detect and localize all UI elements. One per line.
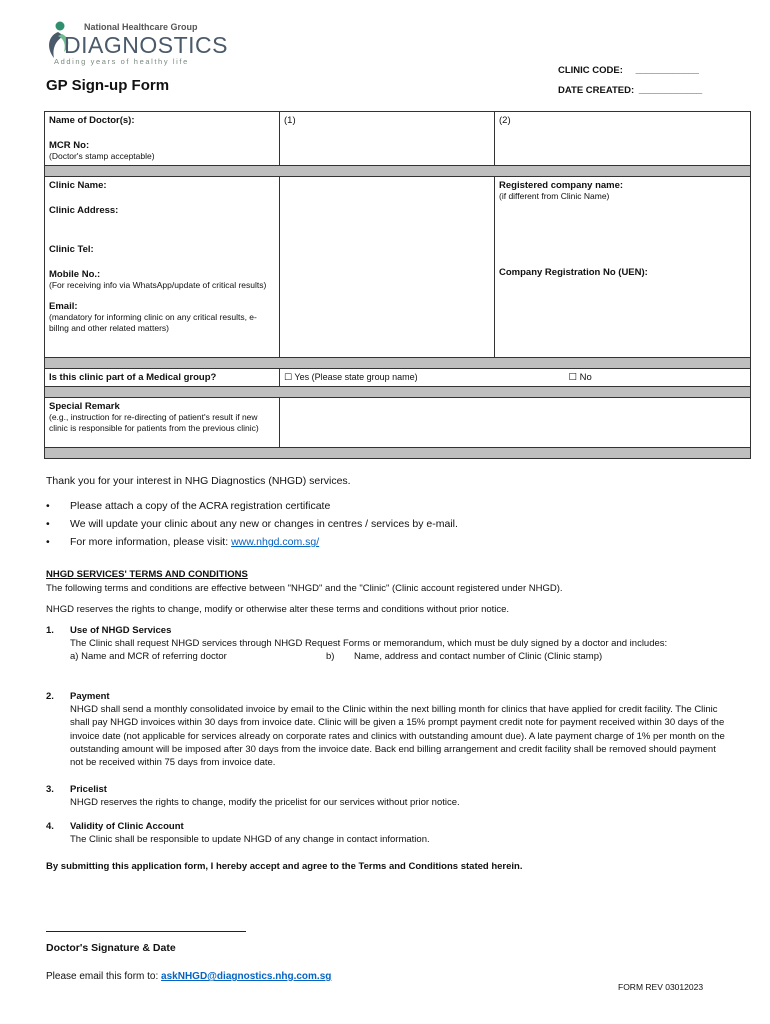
logo-brand: DIAGNOSTICS [64, 32, 228, 58]
signature-label: Doctor's Signature & Date [46, 942, 176, 954]
medical-group-options [280, 369, 751, 387]
clinic-code-row [558, 65, 699, 76]
clinic-label-cell [45, 177, 280, 358]
email-instruction [46, 970, 331, 983]
email-link[interactable]: askNHGD@diagnostics.nhg.com.sg [161, 971, 332, 982]
remark-label: Special Remark [49, 401, 120, 412]
section-text: NHGD shall send a monthly consolidated invoice by email to the Clinic within the next billing month for clinics that have applied for credit facility. The Clinic shall pay NHGD invoices within 30 days from invoice date. Clinic will be given a 15% prompt payment credit note for payment received within 30 days of the invoice date (not applicable for services already on corporate rates and clinics with outstanding amount due). A late payment charge of 1% per month on the outstanding amount will be imposed after 30 days from the invoice date. Back end billing arrangement and credit facility shall be removed should payment not be received within 75 days from invoice date. [70, 704, 725, 769]
section-item-b-label: b) [326, 651, 335, 663]
reg-company-note: (if different from Clinic Name) [499, 191, 610, 201]
separator-band [45, 387, 751, 398]
section-items [70, 650, 730, 663]
remark-field[interactable] [280, 398, 751, 448]
doctor-row [45, 112, 751, 166]
clinic-name-label: Clinic Name: [49, 180, 107, 191]
terms-intro-1: The following terms and conditions are effective between "NHGD" and the "Clinic" (Clinic account registered under NHGD). [46, 583, 563, 594]
doctor-1-field[interactable] [280, 112, 495, 166]
doctor-name-label: Name of Doctor(s): [49, 115, 135, 126]
separator-band [45, 358, 751, 369]
bullet-text: We will update your clinic about any new or changes in centres / services by e-mail. [70, 518, 458, 530]
thank-you-text: Thank you for your interest in NHG Diagnostics (NHGD) services. [46, 475, 351, 487]
doctor-label-cell [45, 112, 280, 166]
separator-band [45, 166, 751, 177]
section-text: The Clinic shall be responsible to update NHGD of any change in contact information. [70, 834, 430, 846]
bullet-text: For more information, please visit: [70, 536, 232, 548]
date-created-blank[interactable]: ____________ [638, 85, 703, 96]
company-details-field[interactable] [495, 177, 751, 358]
section-item-b: Name, address and contact number of Clinic (Clinic stamp) [354, 651, 603, 663]
email-prompt: Please email this form to: [46, 971, 162, 982]
clinic-code-label: CLINIC CODE: [558, 65, 623, 76]
section-number: 1. [46, 625, 54, 636]
section-text: NHGD reserves the rights to change, modify the pricelist for our services without prior notice. [70, 797, 460, 809]
clinic-details-field[interactable] [280, 177, 495, 358]
section-number: 3. [46, 784, 54, 795]
bullet-item: • We will update your clinic about any new or changes in centres / services by e-mail. [46, 518, 458, 530]
clinic-address-label: Clinic Address: [49, 205, 119, 216]
bullet-item: • For more information, please visit: www.nhgd.com.sg/ [46, 536, 320, 548]
date-created-row [558, 85, 702, 96]
separator-band [45, 448, 751, 459]
no-checkbox[interactable]: ☐ No [568, 372, 592, 383]
terms-heading: NHGD SERVICES' TERMS AND CONDITIONS [46, 569, 248, 580]
signup-form-table [44, 111, 751, 459]
terms-section-1 [46, 624, 726, 678]
remark-label-cell [45, 398, 280, 448]
medical-group-label-cell [45, 369, 280, 387]
page-title: GP Sign-up Form [46, 77, 170, 94]
logo-org-name: National Healthcare Group [84, 22, 198, 32]
section-text: The Clinic shall request NHGD services through NHGD Request Forms or memorandum, which must be duly signed by a doctor and includes: [70, 638, 668, 650]
nhg-diagnostics-logo [44, 18, 228, 68]
website-link[interactable]: www.nhgd.com.sg/ [231, 536, 320, 548]
form-revision: FORM REV 03012023 [618, 982, 704, 992]
section-title: Use of NHGD Services [70, 625, 172, 636]
mobile-label: Mobile No.: [49, 269, 101, 280]
medical-group-label: Is this clinic part of a Medical group? [49, 372, 217, 383]
mobile-note: (For receiving info via WhatsApp/update of critical results) [49, 280, 267, 290]
terms-section-2 [46, 690, 726, 772]
email-note: (mandatory for informing clinic on any critical results, e-billng and other related matters) [49, 312, 257, 333]
mcr-label: MCR No: [49, 140, 90, 151]
terms-section-4 [46, 820, 726, 848]
clinic-details-row [45, 177, 751, 358]
reg-company-label: Registered company name: [499, 180, 624, 191]
mcr-note: (Doctor's stamp acceptable) [49, 151, 155, 161]
medical-group-row [45, 369, 751, 387]
section-title: Validity of Clinic Account [70, 821, 184, 832]
logo-tagline: Adding years of healthy life [54, 57, 189, 66]
uen-label: Company Registration No (UEN): [499, 267, 648, 278]
terms-section-3 [46, 783, 726, 811]
section-title: Pricelist [70, 784, 107, 795]
clinic-tel-label: Clinic Tel: [49, 244, 94, 255]
bullet-text: Please attach a copy of the ACRA registration certificate [70, 500, 331, 512]
section-number: 4. [46, 821, 54, 832]
section-title: Payment [70, 691, 110, 702]
remark-note: (e.g., instruction for re-directing of patient's result if new clinic is responsible for patients from the previous clinic) [49, 412, 259, 433]
doctor-1-label: (1) [284, 115, 296, 126]
email-label: Email: [49, 301, 78, 312]
section-number: 2. [46, 691, 54, 702]
section-item-a: a) Name and MCR of referring doctor [70, 651, 227, 663]
special-remark-row [45, 398, 751, 448]
date-created-label: DATE CREATED: [558, 85, 635, 96]
doctor-2-field[interactable] [495, 112, 751, 166]
signature-line[interactable] [46, 931, 246, 932]
bullet-item: • Please attach a copy of the ACRA registration certificate [46, 500, 331, 512]
doctor-2-label: (2) [499, 115, 511, 126]
agreement-text: By submitting this application form, I hereby accept and agree to the Terms and Conditions stated herein. [46, 861, 523, 872]
clinic-code-blank[interactable]: ____________ [635, 65, 699, 76]
yes-checkbox[interactable]: ☐ Yes (Please state group name) [284, 372, 418, 382]
terms-intro-2: NHGD reserves the rights to change, modify or otherwise alter these terms and conditions without prior notice. [46, 604, 510, 615]
